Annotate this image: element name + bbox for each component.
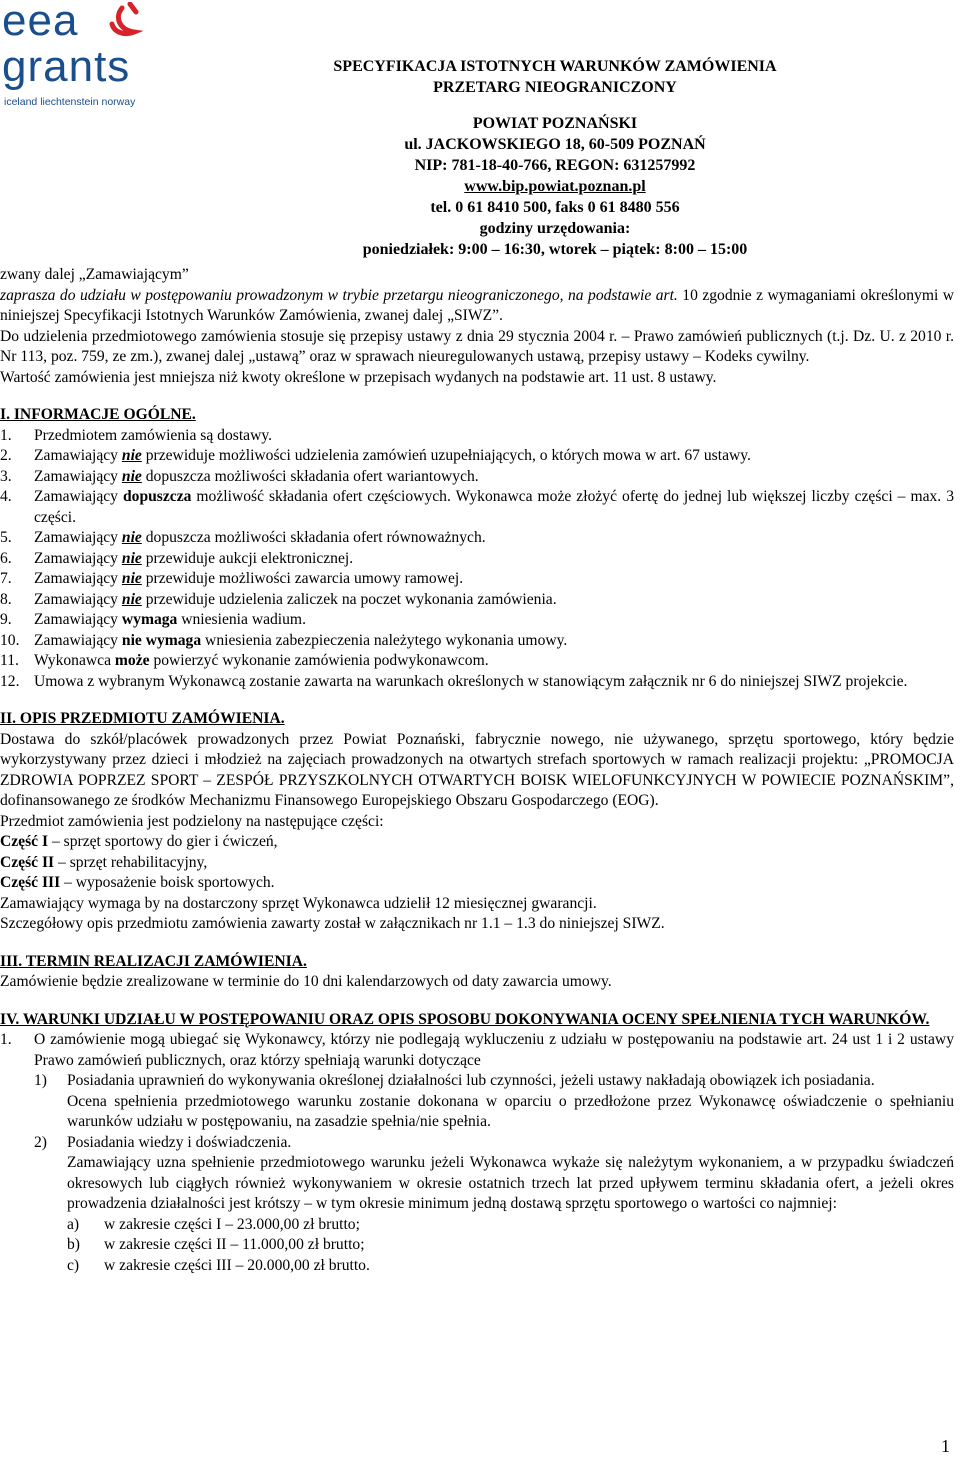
item-emphasis: nie xyxy=(121,529,142,546)
section-1-item xyxy=(0,446,954,467)
item-text-post: przewiduje możliwości udzielenia zamówień uzupełniających, o których mowa w art. 67 ustawy. xyxy=(141,447,751,464)
item-number: 1. xyxy=(0,426,12,444)
item-emphasis: wymaga xyxy=(121,611,178,628)
section-1-item xyxy=(0,631,954,652)
abc-item xyxy=(0,1215,954,1236)
item-number: 1. xyxy=(0,1031,12,1048)
abc-text: w zakresie części I – 23.000,00 zł brutto; xyxy=(104,1215,360,1233)
item-number: 8. xyxy=(0,590,12,608)
section-1-item xyxy=(0,487,954,528)
item-number: 6. xyxy=(0,549,12,567)
item-number: 2. xyxy=(0,447,12,464)
subitem-text-2: Ocena spełnienia przedmiotowego warunku zostanie dokonana w oparciu o przedłożone przez Wykonawcę oświadczenie o spełnianiu warunków udziału w postępowaniu, na zasadzie spełnia/nie spełnia. xyxy=(67,1092,954,1130)
item-emphasis: dopuszcza xyxy=(122,488,192,505)
abc-letter: a) xyxy=(67,1215,80,1233)
item-text-post: przewiduje udzielenia zaliczek na poczet wykonania zamówienia. xyxy=(141,590,557,608)
section-1-heading: I. INFORMACJE OGÓLNE. xyxy=(0,406,196,423)
item-text-pre: Zamawiający xyxy=(34,447,122,464)
section-1-item xyxy=(0,672,954,693)
part-text: – sprzęt rehabilitacyjny, xyxy=(54,853,208,871)
item-text-post: możliwość składania ofert częściowych. Wykonawca może złożyć ofertę do jednej lub większej liczby części – max. 3 części. xyxy=(34,488,954,526)
abc-letter: c) xyxy=(67,1256,80,1274)
section-1-list xyxy=(0,426,954,693)
office-hours: poniedziałek: 9:00 – 16:30, wtorek – piątek: 8:00 – 15:00 xyxy=(362,241,748,258)
section-1-item xyxy=(0,651,954,672)
abc-text: w zakresie części II – 11.000,00 zł brutto; xyxy=(104,1236,365,1253)
section-2-parts xyxy=(0,832,954,894)
item-number: 4. xyxy=(0,488,12,505)
item-text-post: przewiduje aukcji elektronicznej. xyxy=(141,549,354,567)
item-text-post: wniesienia wadium. xyxy=(177,611,306,628)
logo-text-grants: grants xyxy=(2,42,131,91)
item-text-pre: Zamawiający xyxy=(34,467,122,485)
item-text: Przedmiotem zamówienia są dostawy. xyxy=(34,426,273,444)
item-text-post: przewiduje możliwości zawarcia umowy ramowej. xyxy=(141,570,464,587)
subitem-number: 1) xyxy=(34,1072,47,1089)
intro-zaprasza-text: zaprasza do udziału w postępowaniu prowadzonym w trybie przetargu nieograniczonego, na podstawie art. xyxy=(0,286,678,304)
item-text-post: dopuszcza możliwości składania ofert równoważnych. xyxy=(141,529,486,546)
part-label: Część III xyxy=(0,874,61,891)
section-4-sublist xyxy=(0,1071,954,1215)
logo-swoosh-icon xyxy=(94,2,154,50)
section-4-subitem xyxy=(0,1071,954,1133)
item-emphasis: nie wymaga xyxy=(121,631,202,649)
item-text-post: powierzyć wykonanie zamówienia podwykonawcom. xyxy=(149,652,489,669)
org-nip: NIP: 781-18-40-766, REGON: 631257992 xyxy=(414,157,696,174)
item-text-post: wniesienia zabezpieczenia należytego wykonania umowy. xyxy=(201,631,568,649)
section-1-item xyxy=(0,528,954,549)
part-label: Część I xyxy=(0,833,49,850)
section-3-heading: III. TERMIN REALIZACJI ZAMÓWIENIA. xyxy=(0,952,307,970)
intro-p1: 10 zgodnie z wymaganiami określonymi w niniejszej Specyfikacji Istotnych Warunków Zamówienia, zwanej dalej „SIWZ”. xyxy=(0,286,954,324)
part-line xyxy=(0,873,954,894)
intro-p3: Wartość zamówienia jest mniejsza niż kwoty określone w przepisach wydanych na podstawie art. 11 ust. 8 ustawy. xyxy=(0,368,717,386)
item-text-pre: Zamawiający xyxy=(34,631,122,649)
item-number: 11. xyxy=(0,652,19,669)
section-2-p1: Dostawa do szkół/placówek prowadzonych przez Powiat Poznański, fabrycznie nowego, nie używanego, sprzętu sportowego, który będzie wykorzystywany przez dzieci i młodzież na zajęciach prowadzonych na otwartych strefach sportowych w ramach realizacji projektu: „PROMOCJA ZDROWIA POPRZEZ SPORT – ZESPÓŁ PRZYSZKOLNYCH OTWARTYCH BOISK WIELOFUNKCYJNYCH W POWIECIE POZNAŃSKIM”, dofinansowanego ze środków Mechanizmu Finansowego Europejskiego Obszaru Gospodarczego (EOG). xyxy=(0,730,954,809)
org-name: POWIAT POZNAŃSKI xyxy=(472,115,638,132)
item-text-pre: Zamawiający xyxy=(34,590,122,608)
abc-item xyxy=(0,1235,954,1256)
page-number: 1 xyxy=(941,1436,950,1456)
subitem-text: Posiadania uprawnień do wykonywania określonej działalności lub czynności, jeżeli ustawy nakładają obowiązek ich posiadania. xyxy=(67,1072,875,1089)
item-number: 3. xyxy=(0,467,12,485)
section-1-item xyxy=(0,426,954,447)
section-4-abc-list xyxy=(0,1215,954,1277)
part-line xyxy=(0,832,954,853)
item-text-pre: Wykonawca xyxy=(34,652,115,669)
section-2-heading: II. OPIS PRZEDMIOTU ZAMÓWIENIA. xyxy=(0,710,285,727)
org-website-link[interactable]: www.bip.powiat.poznan.pl xyxy=(464,178,646,195)
abc-text: w zakresie części III – 20.000,00 zł brutto. xyxy=(104,1256,370,1274)
item-emphasis: nie xyxy=(121,467,142,485)
item-emphasis: nie xyxy=(121,549,142,567)
section-1-item xyxy=(0,549,954,570)
abc-letter: b) xyxy=(67,1236,80,1253)
item-number: 7. xyxy=(0,570,12,587)
section-4-heading: IV. WARUNKI UDZIAŁU W POSTĘPOWANIU ORAZ OPIS SPOSOBU DOKONYWANIA OCENY SPEŁNIENIA TYCH WARUNKÓW. xyxy=(0,1010,930,1028)
item-emphasis: nie xyxy=(121,570,142,587)
doc-subtitle: PRZETARG NIEOGRANICZONY xyxy=(433,79,677,96)
item-number: 10. xyxy=(0,631,20,649)
part-label: Część II xyxy=(0,853,55,871)
item-number: 5. xyxy=(0,529,12,546)
section-4-subitem xyxy=(0,1133,954,1215)
subitem-text-2: Zamawiający uzna spełnienie przedmiotowego warunku jeżeli Wykonawca wykaże się należytym wykonaniem, a w przypadku świadczeń okresowych lub ciągłych również wykonywaniem w okresie ostatnich trzech lat przed upływem terminu składania ofert, a jeżeli okres prowadzenia działalności jest krótszy – w tym okresie minimum jedną dostawą sprzętu sportowego o wartości co najmniej: xyxy=(67,1154,954,1212)
section-1-item xyxy=(0,610,954,631)
intro-zaprasza xyxy=(0,286,954,327)
section-2-p4: Szczegółowy opis przedmiotu zamówienia zawarty został w załącznikach nr 1.1 – 1.3 do niniejszej SIWZ. xyxy=(0,915,665,932)
org-address: ul. JACKOWSKIEGO 18, 60-509 POZNAŃ xyxy=(404,136,706,153)
item-text-pre: Zamawiający xyxy=(34,488,123,505)
item-number: 12. xyxy=(0,672,20,690)
item-text-pre: Zamawiający xyxy=(34,529,122,546)
part-text: – wyposażenie boisk sportowych. xyxy=(60,874,275,891)
item-number: 9. xyxy=(0,611,12,628)
document-body xyxy=(0,265,954,1276)
section-1-item xyxy=(0,590,954,611)
contracting-authority xyxy=(140,113,960,260)
section-1-item xyxy=(0,467,954,488)
intro-zwany: zwany dalej „Zamawiającym” xyxy=(0,266,189,283)
part-text: – sprzęt sportowy do gier i ćwiczeń, xyxy=(48,833,278,850)
item-text-pre: Zamawiający xyxy=(34,570,122,587)
org-phone: tel. 0 61 8410 500, faks 0 61 8480 556 xyxy=(430,199,680,216)
logo-text-eea: eea xyxy=(2,0,79,45)
office-hours-label: godziny urzędowania: xyxy=(479,220,631,237)
intro-p2: Do udzielenia przedmiotowego zamówienia stosuje się przepisy ustawy z dnia 29 stycznia 2004 r. – Prawo zamówień publicznych (t.j. Dz. U. z 2010 r. Nr 113, poz. 759, ze zm.), zwanej dalej „ustawą” oraz w sprawach nieuregulowanych ustawą, przepisy ustawy – Kodeks cywilny. xyxy=(0,327,954,365)
section-2-p3: Zamawiający wymaga by na dostarczony sprzęt Wykonawca udzielił 12 miesięcznej gwarancji. xyxy=(0,894,597,912)
part-line xyxy=(0,853,954,874)
item-text: O zamówienie mogą ubiegać się Wykonawcy, którzy nie podlegają wykluczeniu z udziału w postępowaniu na podstawie art. 24 ust 1 i 2 ustawy Prawo zamówień publicznych, oraz którzy spełniają warunki dotyczące xyxy=(34,1031,954,1069)
abc-item xyxy=(0,1256,954,1277)
item-text-pre: Zamawiający xyxy=(34,611,122,628)
item-emphasis: może xyxy=(114,652,150,669)
item-text: Umowa z wybranym Wykonawcą zostanie zawarta na warunkach określonych w stanowiącym załącznik nr 6 do niniejszej SIWZ projekcie. xyxy=(34,672,908,690)
item-text-post: dopuszcza możliwości składania ofert wariantowych. xyxy=(141,467,479,485)
subitem-number: 2) xyxy=(34,1133,47,1151)
subitem-text: Posiadania wiedzy i doświadczenia. xyxy=(67,1133,292,1151)
doc-title: SPECYFIKACJA ISTOTNYCH WARUNKÓW ZAMÓWIENIA xyxy=(333,58,777,75)
item-emphasis: nie xyxy=(121,447,142,464)
section-4-item-1 xyxy=(0,1030,954,1071)
section-2-p2: Przedmiot zamówienia jest podzielony na następujące części: xyxy=(0,812,384,830)
item-emphasis: nie xyxy=(121,590,142,608)
logo-tagline: iceland liechtenstein norway xyxy=(4,96,136,108)
eea-grants-logo xyxy=(2,2,162,112)
section-4-list xyxy=(0,1030,954,1071)
document-header xyxy=(140,56,960,98)
section-1-item xyxy=(0,569,954,590)
section-3-p1: Zamówienie będzie zrealizowane w terminie do 10 dni kalendarzowych od daty zawarcia umowy. xyxy=(0,973,612,990)
item-text-pre: Zamawiający xyxy=(34,549,122,567)
